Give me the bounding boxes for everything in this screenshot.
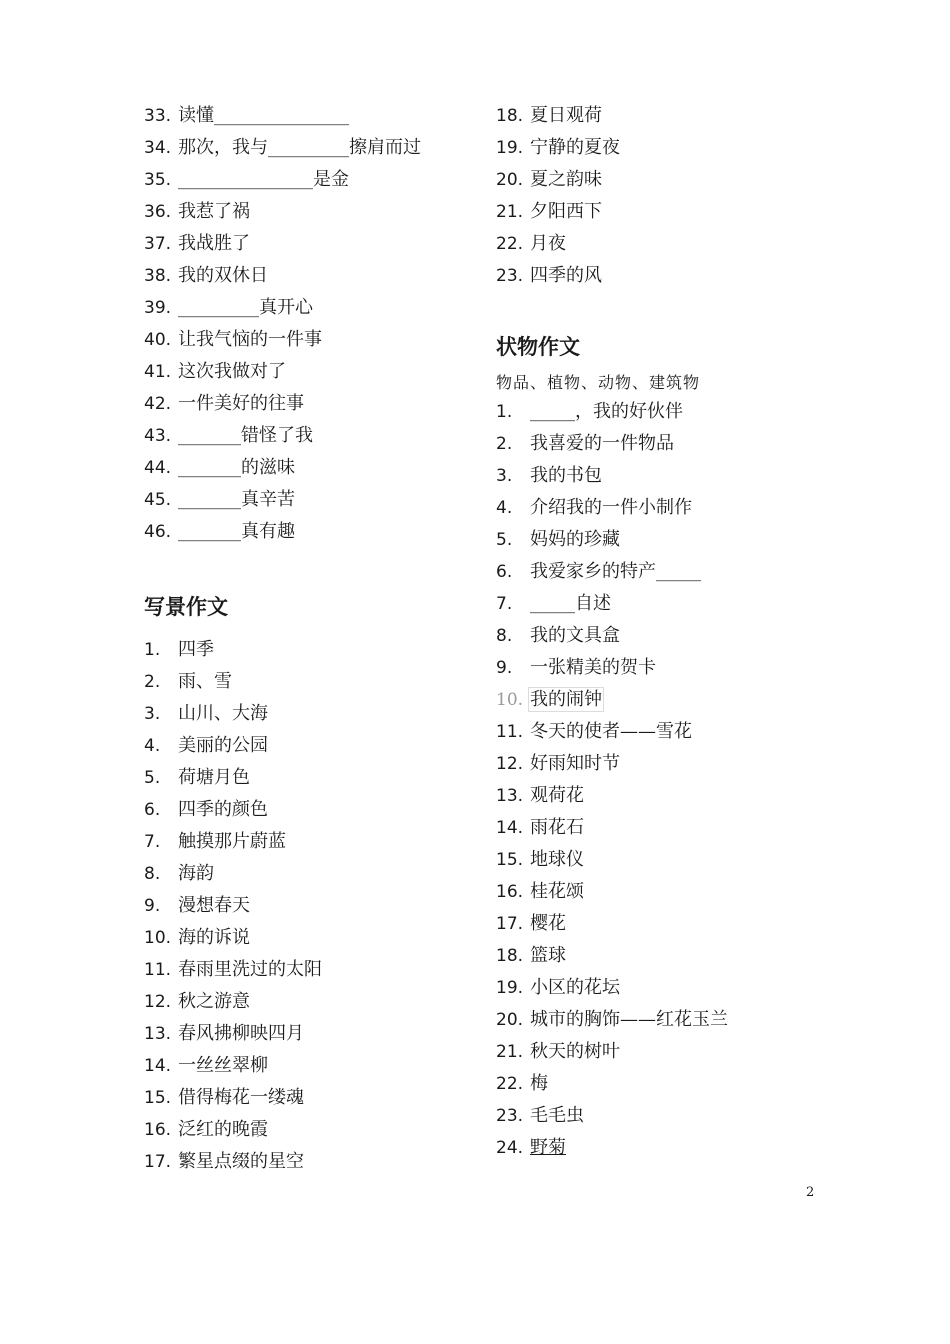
item-text: 我的双休日 bbox=[178, 265, 268, 286]
list-item bbox=[496, 844, 826, 876]
list-item bbox=[144, 666, 474, 698]
item-number: 37. bbox=[144, 234, 172, 254]
list-item bbox=[496, 812, 826, 844]
list-item bbox=[496, 908, 826, 940]
item-text: 让我气恼的一件事 bbox=[178, 329, 322, 350]
section-subheading: 物品、植物、动物、建筑物 bbox=[496, 373, 701, 392]
item-text: 妈妈的珍藏 bbox=[530, 529, 620, 550]
item-number: 44. bbox=[144, 458, 172, 478]
list-item bbox=[144, 1050, 474, 1082]
item-number: 19. bbox=[496, 138, 524, 158]
list-item bbox=[496, 556, 826, 588]
list-item bbox=[496, 1100, 826, 1132]
item-number: 14. bbox=[144, 1056, 172, 1076]
list-item bbox=[144, 730, 474, 762]
list-item bbox=[144, 356, 474, 388]
item-text: _____自述 bbox=[530, 593, 611, 614]
item-text: 我战胜了 bbox=[178, 233, 250, 254]
list-item bbox=[144, 634, 474, 666]
list-item bbox=[496, 620, 826, 652]
list-item bbox=[496, 972, 826, 1004]
item-text: 我喜爱的一件物品 bbox=[530, 433, 674, 454]
list-item bbox=[496, 748, 826, 780]
item-number: 3. bbox=[496, 466, 513, 486]
item-text: 毛毛虫 bbox=[530, 1105, 584, 1126]
list-item bbox=[496, 164, 826, 196]
item-text: 四季的风 bbox=[530, 265, 602, 286]
list-item bbox=[144, 698, 474, 730]
item-text: _______真辛苦 bbox=[178, 489, 295, 510]
item-number: 46. bbox=[144, 522, 172, 542]
item-number: 10. bbox=[144, 928, 172, 948]
item-number: 17. bbox=[496, 914, 524, 934]
item-number: 7. bbox=[496, 594, 513, 614]
item-text: _______错怪了我 bbox=[178, 425, 313, 446]
item-text: 我的闹钟 bbox=[530, 689, 602, 710]
section-heading-scenery: 写景作文 bbox=[144, 595, 228, 619]
item-text: 四季 bbox=[178, 639, 214, 660]
item-number: 17. bbox=[144, 1152, 172, 1172]
list-item bbox=[144, 420, 474, 452]
item-text: 借得梅花一缕魂 bbox=[178, 1087, 304, 1108]
list-item bbox=[144, 260, 474, 292]
item-text: 四季的颜色 bbox=[178, 799, 268, 820]
item-text: 夏日观荷 bbox=[530, 105, 602, 126]
item-text: 夏之韵味 bbox=[530, 169, 602, 190]
item-text: 我的文具盒 bbox=[530, 625, 620, 646]
item-number: 7. bbox=[144, 832, 161, 852]
item-text: 夕阳西下 bbox=[530, 201, 602, 222]
list-item bbox=[496, 1068, 826, 1100]
item-text: 海韵 bbox=[178, 863, 214, 884]
list-item bbox=[144, 292, 474, 324]
item-number: 11. bbox=[144, 960, 172, 980]
item-text: 山川、大海 bbox=[178, 703, 268, 724]
item-number: 11. bbox=[496, 722, 524, 742]
item-text: _________真开心 bbox=[178, 297, 313, 318]
item-text: 观荷花 bbox=[530, 785, 584, 806]
item-number: 9. bbox=[496, 658, 513, 678]
item-number: 6. bbox=[496, 562, 513, 582]
list-item bbox=[144, 132, 474, 164]
item-number: 22. bbox=[496, 234, 524, 254]
list-item bbox=[144, 794, 474, 826]
item-number: 12. bbox=[496, 754, 524, 774]
list-item bbox=[144, 922, 474, 954]
item-number: 5. bbox=[144, 768, 161, 788]
list-item bbox=[144, 826, 474, 858]
item-number: 13. bbox=[496, 786, 524, 806]
list-item bbox=[496, 228, 826, 260]
item-text: 海的诉说 bbox=[178, 927, 250, 948]
list-item bbox=[144, 890, 474, 922]
item-number: 42. bbox=[144, 394, 172, 414]
item-number: 22. bbox=[496, 1074, 524, 1094]
item-number: 16. bbox=[496, 882, 524, 902]
item-number: 21. bbox=[496, 202, 524, 222]
item-number: 20. bbox=[496, 170, 524, 190]
list-item bbox=[144, 228, 474, 260]
item-number: 1. bbox=[144, 640, 161, 660]
item-number: 23. bbox=[496, 266, 524, 286]
item-number: 34. bbox=[144, 138, 172, 158]
item-text: 荷塘月色 bbox=[178, 767, 250, 788]
list-item bbox=[496, 132, 826, 164]
list-item bbox=[496, 652, 826, 684]
item-text: _______真有趣 bbox=[178, 521, 295, 542]
scenery-topic-list bbox=[144, 634, 474, 1178]
item-number: 8. bbox=[144, 864, 161, 884]
item-number: 24. bbox=[496, 1138, 524, 1158]
item-text: 这次我做对了 bbox=[178, 361, 286, 382]
list-item bbox=[496, 780, 826, 812]
item-text: 野菊 bbox=[530, 1137, 566, 1158]
item-number: 5. bbox=[496, 530, 513, 550]
item-text: 小区的花坛 bbox=[530, 977, 620, 998]
item-text: 秋天的树叶 bbox=[530, 1041, 620, 1062]
right-column bbox=[496, 100, 826, 1164]
item-number: 18. bbox=[496, 946, 524, 966]
list-item bbox=[144, 762, 474, 794]
item-text: 月夜 bbox=[530, 233, 566, 254]
item-text: 樱花 bbox=[530, 913, 566, 934]
item-number: 2. bbox=[496, 434, 513, 454]
item-number: 15. bbox=[144, 1088, 172, 1108]
item-number: 9. bbox=[144, 896, 161, 916]
list-item bbox=[496, 196, 826, 228]
list-item bbox=[144, 1146, 474, 1178]
item-text: _______________是金 bbox=[178, 169, 349, 190]
item-number: 20. bbox=[496, 1010, 524, 1030]
list-item bbox=[144, 1082, 474, 1114]
item-text: 繁星点缀的星空 bbox=[178, 1151, 304, 1172]
list-item bbox=[496, 396, 826, 428]
item-text: 触摸那片蔚蓝 bbox=[178, 831, 286, 852]
item-number: 35. bbox=[144, 170, 172, 190]
list-item bbox=[496, 100, 826, 132]
list-item bbox=[144, 986, 474, 1018]
item-text: 宁静的夏夜 bbox=[530, 137, 620, 158]
item-text: 篮球 bbox=[530, 945, 566, 966]
item-text: 地球仪 bbox=[530, 849, 584, 870]
list-item bbox=[496, 684, 826, 716]
item-text: 雨花石 bbox=[530, 817, 584, 838]
item-text: 梅 bbox=[530, 1073, 548, 1094]
item-number: 8. bbox=[496, 626, 513, 646]
item-text: 秋之游意 bbox=[178, 991, 250, 1012]
item-text: 泛红的晚霞 bbox=[178, 1119, 268, 1140]
item-number: 14. bbox=[496, 818, 524, 838]
list-item bbox=[144, 484, 474, 516]
item-text: 春风拂柳映四月 bbox=[178, 1023, 304, 1044]
item-text: _____，我的好伙伴 bbox=[530, 401, 683, 422]
list-item bbox=[144, 196, 474, 228]
item-text: 雨、雪 bbox=[178, 671, 232, 692]
item-number: 4. bbox=[144, 736, 161, 756]
item-text: 一件美好的往事 bbox=[178, 393, 304, 414]
item-number: 33. bbox=[144, 106, 172, 126]
list-item bbox=[144, 324, 474, 356]
item-text: 一张精美的贺卡 bbox=[530, 657, 656, 678]
list-item bbox=[496, 1036, 826, 1068]
item-text: 春雨里洗过的太阳 bbox=[178, 959, 322, 980]
item-number: 15. bbox=[496, 850, 524, 870]
list-item bbox=[496, 588, 826, 620]
item-number: 36. bbox=[144, 202, 172, 222]
object-topic-list bbox=[496, 396, 826, 1164]
list-item bbox=[496, 940, 826, 972]
scenery-topic-list-continued bbox=[496, 100, 826, 292]
item-number: 1. bbox=[496, 402, 513, 422]
list-item bbox=[144, 1018, 474, 1050]
item-number: 40. bbox=[144, 330, 172, 350]
item-number: 3. bbox=[144, 704, 161, 724]
list-item bbox=[496, 1132, 826, 1164]
list-item bbox=[496, 460, 826, 492]
item-number: 12. bbox=[144, 992, 172, 1012]
list-item bbox=[144, 516, 474, 548]
item-text: 美丽的公园 bbox=[178, 735, 268, 756]
item-text: 一丝丝翠柳 bbox=[178, 1055, 268, 1076]
item-text: _______的滋味 bbox=[178, 457, 295, 478]
item-number: 2. bbox=[144, 672, 161, 692]
left-column bbox=[144, 100, 474, 1178]
list-item bbox=[496, 428, 826, 460]
list-item bbox=[144, 100, 474, 132]
item-text: 冬天的使者——雪花 bbox=[530, 721, 692, 742]
list-item bbox=[496, 1004, 826, 1036]
list-item bbox=[144, 858, 474, 890]
item-text: 介绍我的一件小制作 bbox=[530, 497, 692, 518]
item-text: 我惹了祸 bbox=[178, 201, 250, 222]
item-text: 漫想春天 bbox=[178, 895, 250, 916]
item-number: 45. bbox=[144, 490, 172, 510]
item-text: 读懂_______________ bbox=[178, 105, 349, 126]
narrative-topic-list-continued bbox=[144, 100, 474, 548]
item-number: 41. bbox=[144, 362, 172, 382]
item-number: 4. bbox=[496, 498, 513, 518]
item-number: 16. bbox=[144, 1120, 172, 1140]
list-item bbox=[144, 452, 474, 484]
item-number: 23. bbox=[496, 1106, 524, 1126]
item-text: 好雨知时节 bbox=[530, 753, 620, 774]
item-text: 桂花颂 bbox=[530, 881, 584, 902]
item-number: 19. bbox=[496, 978, 524, 998]
item-number: 10. bbox=[496, 690, 524, 710]
list-item bbox=[144, 388, 474, 420]
list-item bbox=[496, 876, 826, 908]
page-number: 2 bbox=[806, 1185, 815, 1200]
item-number: 21. bbox=[496, 1042, 524, 1062]
item-text: 我的书包 bbox=[530, 465, 602, 486]
list-item bbox=[496, 524, 826, 556]
list-item bbox=[144, 954, 474, 986]
list-item bbox=[144, 1114, 474, 1146]
item-text: 我爱家乡的特产_____ bbox=[530, 561, 701, 582]
item-text: 城市的胸饰——红花玉兰 bbox=[530, 1009, 728, 1030]
item-number: 18. bbox=[496, 106, 524, 126]
list-item bbox=[496, 260, 826, 292]
list-item bbox=[496, 492, 826, 524]
list-item bbox=[144, 164, 474, 196]
list-item bbox=[496, 716, 826, 748]
item-number: 39. bbox=[144, 298, 172, 318]
section-heading-objects: 状物作文 bbox=[496, 335, 580, 359]
item-number: 6. bbox=[144, 800, 161, 820]
item-number: 38. bbox=[144, 266, 172, 286]
item-number: 13. bbox=[144, 1024, 172, 1044]
item-number: 43. bbox=[144, 426, 172, 446]
item-text: 那次，我与_________擦肩而过 bbox=[178, 137, 421, 158]
